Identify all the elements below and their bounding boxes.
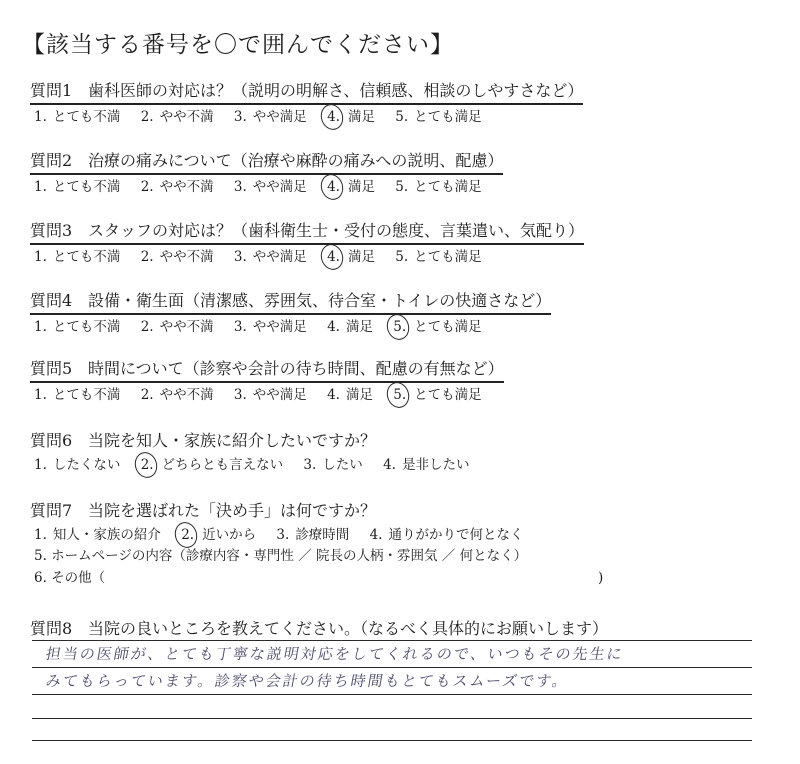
question-text: 時間について（診察や会計の待ち時間、配慮の有無など）: [88, 359, 504, 378]
question-text: 設備・衛生面（清潔感、雰囲気、待合室・トイレの快適さなど）: [88, 291, 552, 310]
question-heading: [30, 220, 584, 245]
hand-drawn-circle: [131, 449, 160, 481]
option-5-selected[interactable]: 5. とても満足: [393, 385, 481, 405]
question-heading: [30, 500, 376, 523]
option-1[interactable]: 1. とても不満: [34, 387, 121, 403]
option-4-selected[interactable]: 4. 満足: [327, 247, 375, 267]
option-4-selected[interactable]: 4. 満足: [327, 107, 375, 127]
question-number: 質問4: [30, 291, 73, 310]
question-heading: [30, 618, 608, 641]
option-5[interactable]: 5. とても満足: [395, 249, 482, 265]
answer-options: [30, 247, 670, 267]
option-2[interactable]: 2. やや不満: [140, 109, 214, 125]
option-1[interactable]: 1. したくない: [34, 457, 121, 473]
question-text: 当院を選ばれた「決め手」は何ですか？: [88, 501, 377, 520]
question-number: 質問7: [30, 501, 73, 520]
option-3[interactable]: 3. やや満足: [233, 387, 307, 403]
hand-drawn-circle: [384, 379, 413, 411]
option-2-selected[interactable]: 2. 近いから: [181, 525, 256, 545]
question-2: [30, 150, 670, 197]
answer-line: [32, 694, 752, 695]
handwritten-answer-line-1: 担当の医師が、とても丁寧な説明対応をしてくれるので、いつもその先生に: [44, 645, 626, 663]
question-number: 質問3: [30, 221, 73, 240]
option-1[interactable]: 1. 知人・家族の紹介: [34, 527, 161, 543]
answer-options: [30, 317, 670, 337]
option-5[interactable]: 5. とても満足: [395, 179, 482, 195]
page-title: 【該当する番号を〇で囲んでください】: [22, 32, 454, 58]
question-text: 当院を知人・家族に紹介したいですか？: [88, 431, 377, 450]
hand-drawn-circle: [384, 311, 413, 343]
hand-drawn-circle: [318, 101, 347, 133]
hand-drawn-circle: [318, 241, 347, 273]
option-3[interactable]: 3. やや満足: [233, 179, 307, 195]
option-3[interactable]: 3. やや満足: [233, 249, 307, 265]
answer-line: [32, 640, 752, 641]
option-2[interactable]: 2. やや不満: [140, 179, 214, 195]
option-2-selected[interactable]: 2. どちらとも言えない: [141, 455, 283, 475]
option-4[interactable]: 4. 是非したい: [383, 457, 470, 473]
option-3[interactable]: 3. 診療時間: [276, 527, 350, 543]
question-heading: [30, 290, 551, 315]
option-4[interactable]: 4. 通りがかりで何となく: [369, 527, 524, 543]
option-1[interactable]: 1. とても不満: [34, 179, 121, 195]
option-3[interactable]: 3. したい: [303, 457, 363, 473]
option-2[interactable]: 2. やや不満: [140, 319, 214, 335]
option-5[interactable]: 5. とても満足: [395, 109, 482, 125]
answer-line: [32, 718, 752, 719]
answer-options: [30, 525, 670, 545]
hand-drawn-circle: [318, 171, 347, 203]
question-heading: [30, 358, 504, 383]
handwritten-answer-line-2: みてもらっています。診察や会計の待ち時間もとてもスムーズです。: [44, 672, 571, 690]
option-4[interactable]: 4. 満足: [327, 319, 373, 335]
answer-options: [30, 455, 670, 475]
question-number: 質問8: [30, 619, 73, 638]
question-text: 当院の良いところを教えてください。（なるべく具体的にお願いします）: [88, 619, 609, 638]
question-heading: [30, 430, 376, 453]
question-heading: [30, 150, 503, 175]
option-1[interactable]: 1. とても不満: [34, 319, 121, 335]
answer-options: [30, 107, 670, 127]
question-5: [30, 358, 670, 405]
answer-options: [30, 385, 670, 405]
question-6: [30, 430, 670, 475]
question-3: [30, 220, 670, 267]
question-text: 治療の痛みについて（治療や麻酔の痛みへの説明、配慮）: [88, 151, 504, 170]
option-1[interactable]: 1. とても不満: [34, 109, 121, 125]
question-1: [30, 80, 670, 127]
answer-line: [32, 740, 752, 741]
option-4-selected[interactable]: 4. 満足: [327, 177, 375, 197]
question-7: [30, 500, 670, 589]
question-heading: [30, 80, 583, 105]
question-number: 質問5: [30, 359, 73, 378]
question-number: 質問2: [30, 151, 73, 170]
question-number: 質問6: [30, 431, 73, 450]
option-3[interactable]: 3. やや満足: [233, 109, 307, 125]
option-6-row[interactable]: 6. その他（ ): [34, 570, 604, 586]
option-5-selected[interactable]: 5. とても満足: [393, 317, 481, 337]
question-number: 質問1: [30, 81, 73, 100]
option-4[interactable]: 4. 満足: [327, 387, 373, 403]
option-3[interactable]: 3. やや満足: [233, 319, 307, 335]
question-8: [30, 618, 670, 641]
answer-line: [32, 667, 752, 668]
answer-options: [30, 177, 670, 197]
question-4: [30, 290, 670, 337]
option-5-row[interactable]: 5. ホームページの内容（診療内容・専門性 ／ 院長の人柄・雰囲気 ／ 何となく）: [34, 548, 528, 564]
option-1[interactable]: 1. とても不満: [34, 249, 121, 265]
option-2[interactable]: 2. やや不満: [140, 249, 214, 265]
question-text: スタッフの対応は？（歯科衛生士・受付の態度、言葉遣い、気配り）: [88, 221, 585, 240]
question-text: 歯科医師の対応は？（説明の明解さ、信頼感、相談のしやすさなど）: [88, 81, 584, 100]
option-2[interactable]: 2. やや不満: [140, 387, 214, 403]
